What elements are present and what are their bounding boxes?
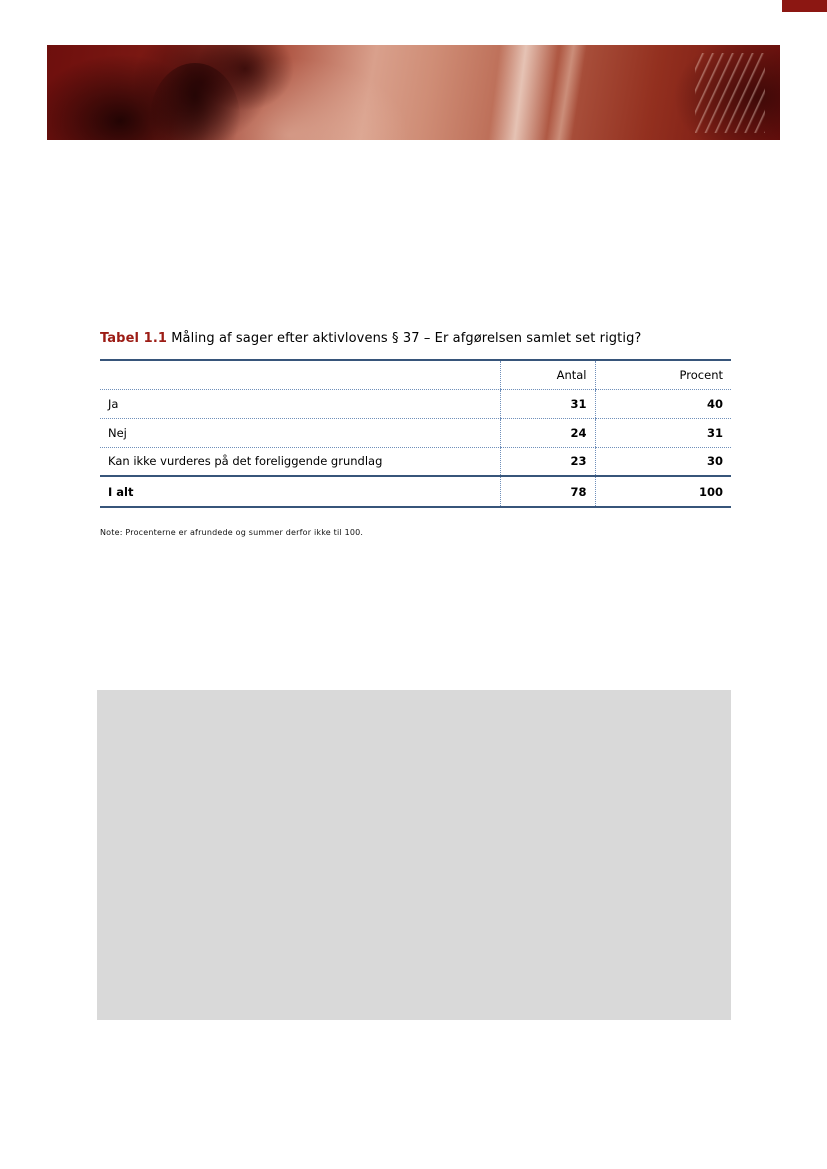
banner-scribble-texture <box>695 53 765 133</box>
table-header-row <box>100 360 731 389</box>
row-procent: 40 <box>595 389 731 418</box>
banner-figure-silhouette <box>150 63 240 140</box>
header-cell-empty <box>100 360 500 389</box>
table-row <box>100 447 731 476</box>
header-cell-procent: Procent <box>595 360 731 389</box>
table-section <box>100 331 731 537</box>
figure-placeholder <box>97 690 731 1020</box>
row-procent: 31 <box>595 418 731 447</box>
header-cell-antal: Antal <box>500 360 595 389</box>
top-right-accent <box>782 0 827 12</box>
total-procent: 100 <box>595 476 731 507</box>
table-number: Tabel 1.1 <box>100 331 167 346</box>
table-title <box>100 331 731 346</box>
results-table <box>100 359 731 508</box>
total-antal: 78 <box>500 476 595 507</box>
row-label: Kan ikke vurderes på det foreliggende grundlag <box>100 447 500 476</box>
header-banner-image <box>47 45 780 140</box>
table-title-text: Måling af sager efter aktivlovens § 37 – Er afgørelsen samlet set rigtig? <box>167 331 642 346</box>
table-note: Note: Procenterne er afrundede og summer derfor ikke til 100. <box>100 528 364 537</box>
row-antal: 23 <box>500 447 595 476</box>
table-total-row <box>100 476 731 507</box>
row-procent: 30 <box>595 447 731 476</box>
table-row <box>100 418 731 447</box>
row-label: Ja <box>100 389 500 418</box>
table-row <box>100 389 731 418</box>
row-antal: 31 <box>500 389 595 418</box>
row-label: Nej <box>100 418 500 447</box>
total-label: I alt <box>100 476 500 507</box>
row-antal: 24 <box>500 418 595 447</box>
